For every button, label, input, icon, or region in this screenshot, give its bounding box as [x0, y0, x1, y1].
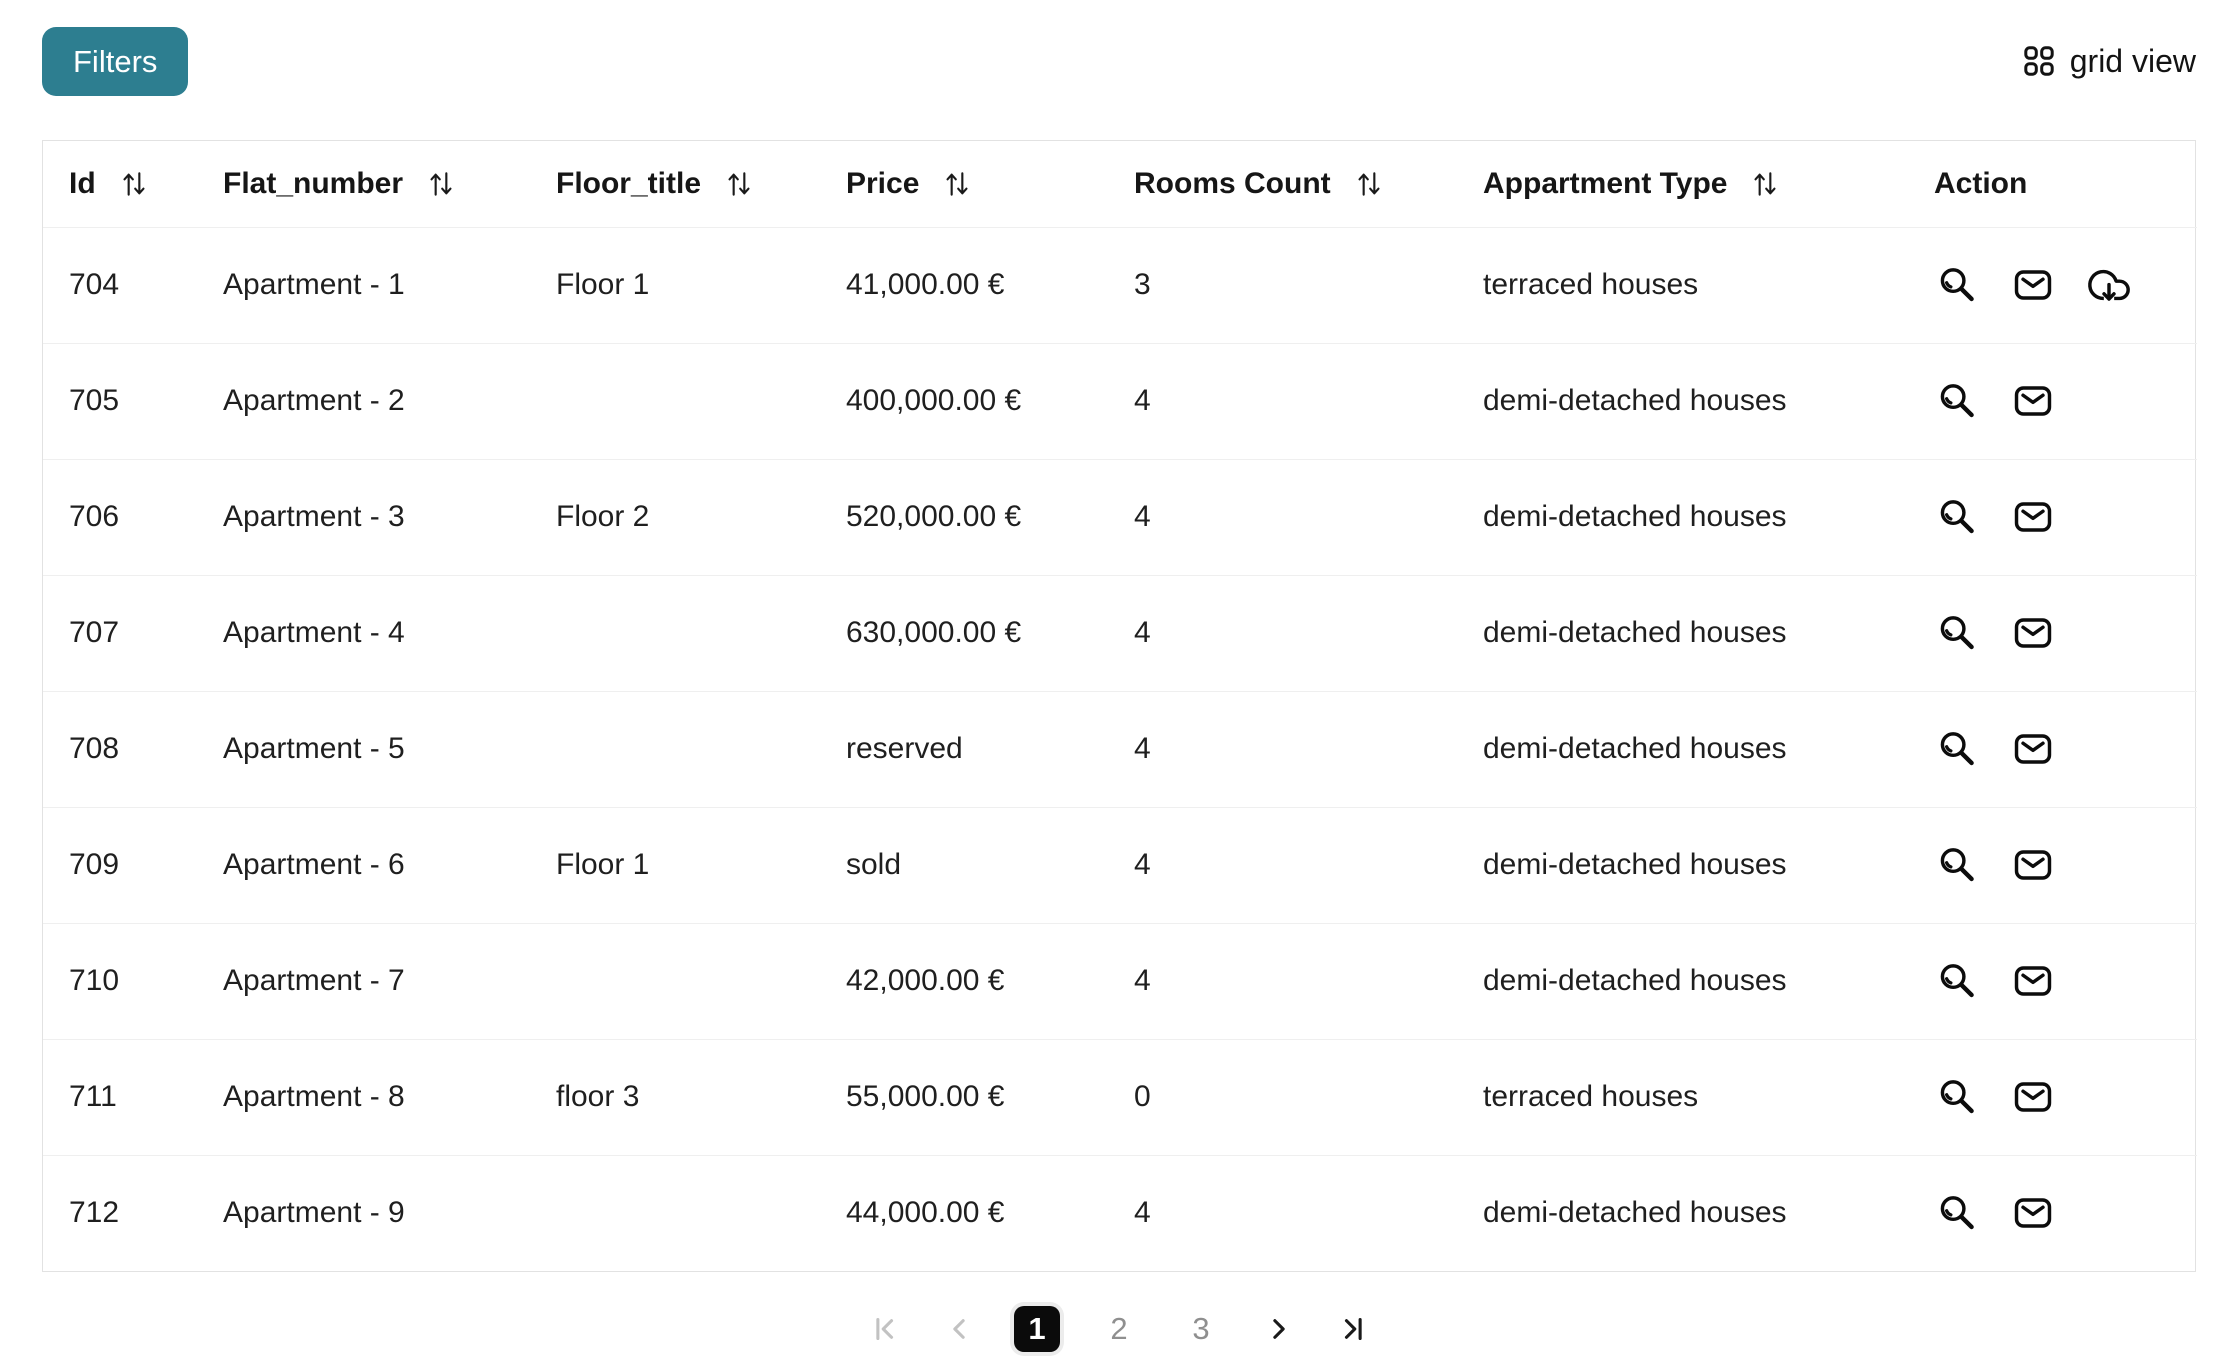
- cell-id: 712: [43, 1155, 223, 1271]
- column-label: Rooms Count: [1134, 166, 1331, 200]
- table-row: [43, 343, 2197, 459]
- table-row: [43, 691, 2197, 807]
- cell-actions: [1934, 459, 2197, 575]
- table-row: [43, 459, 2197, 575]
- mail-icon[interactable]: [2010, 726, 2056, 772]
- mail-icon[interactable]: [2010, 610, 2056, 656]
- cell-rooms_count: 4: [1134, 691, 1483, 807]
- cell-apartment_type: demi-detached houses: [1483, 923, 1934, 1039]
- column-label: Flat_number: [223, 166, 404, 200]
- cell-id: 709: [43, 807, 223, 923]
- cell-floor_title: [556, 691, 846, 807]
- grid-view-label: grid view: [2069, 42, 2196, 79]
- cell-actions: [1934, 1155, 2197, 1271]
- sort-icon[interactable]: [425, 168, 457, 200]
- column-header-actions: [1934, 141, 2197, 227]
- cell-floor_title: Floor 2: [556, 459, 846, 575]
- cell-rooms_count: 4: [1134, 923, 1483, 1039]
- cell-actions: [1934, 807, 2197, 923]
- cell-rooms_count: 4: [1134, 807, 1483, 923]
- cell-apartment_type: demi-detached houses: [1483, 343, 1934, 459]
- sort-icon[interactable]: [1749, 168, 1781, 200]
- cell-price: reserved: [846, 691, 1134, 807]
- mail-icon[interactable]: [2010, 842, 2056, 888]
- mail-icon[interactable]: [2010, 1074, 2056, 1120]
- cell-floor_title: Floor 1: [556, 807, 846, 923]
- column-header-rooms_count[interactable]: [1134, 141, 1483, 227]
- apartments-table: [42, 140, 2196, 1272]
- cell-apartment_type: demi-detached houses: [1483, 1155, 1934, 1271]
- column-label: Action: [1934, 166, 2028, 200]
- cell-rooms_count: 4: [1134, 459, 1483, 575]
- cell-apartment_type: demi-detached houses: [1483, 807, 1934, 923]
- search-icon[interactable]: [1934, 494, 1980, 540]
- column-label: Floor_title: [556, 166, 702, 200]
- search-icon[interactable]: [1934, 610, 1980, 656]
- prev-page-button: [940, 1310, 978, 1348]
- cell-flat_number: Apartment - 6: [223, 807, 556, 923]
- cell-id: 706: [43, 459, 223, 575]
- cell-apartment_type: demi-detached houses: [1483, 575, 1934, 691]
- cell-rooms_count: 0: [1134, 1039, 1483, 1155]
- mail-icon[interactable]: [2010, 494, 2056, 540]
- page-button-2[interactable]: 2: [1110, 1311, 1128, 1346]
- cell-rooms_count: 4: [1134, 343, 1483, 459]
- cell-floor_title: [556, 1155, 846, 1271]
- sort-icon[interactable]: [118, 168, 150, 200]
- column-header-floor_title[interactable]: [556, 141, 846, 227]
- table-row: [43, 1155, 2197, 1271]
- column-label: Appartment Type: [1483, 166, 1728, 200]
- pagination: [42, 1306, 2196, 1352]
- cell-floor_title: [556, 923, 846, 1039]
- cell-id: 707: [43, 575, 223, 691]
- cell-floor_title: floor 3: [556, 1039, 846, 1155]
- cell-flat_number: Apartment - 7: [223, 923, 556, 1039]
- cell-flat_number: Apartment - 1: [223, 227, 556, 343]
- cell-id: 711: [43, 1039, 223, 1155]
- cell-flat_number: Apartment - 2: [223, 343, 556, 459]
- cell-id: 705: [43, 343, 223, 459]
- cell-id: 708: [43, 691, 223, 807]
- search-icon[interactable]: [1934, 262, 1980, 308]
- cell-id: 710: [43, 923, 223, 1039]
- cell-price: 42,000.00 €: [846, 923, 1134, 1039]
- column-header-flat_number[interactable]: [223, 141, 556, 227]
- cell-floor_title: [556, 575, 846, 691]
- table-row: [43, 923, 2197, 1039]
- last-page-button[interactable]: [1334, 1310, 1372, 1348]
- cell-actions: [1934, 575, 2197, 691]
- search-icon[interactable]: [1934, 958, 1980, 1004]
- cell-actions: [1934, 227, 2197, 343]
- cell-price: sold: [846, 807, 1134, 923]
- column-label: Id: [69, 166, 96, 200]
- cell-actions: [1934, 923, 2197, 1039]
- cell-floor_title: Floor 1: [556, 227, 846, 343]
- cell-flat_number: Apartment - 5: [223, 691, 556, 807]
- column-header-apartment_type[interactable]: [1483, 141, 1934, 227]
- column-label: Price: [846, 166, 920, 200]
- table-row: [43, 227, 2197, 343]
- search-icon[interactable]: [1934, 1190, 1980, 1236]
- cell-flat_number: Apartment - 9: [223, 1155, 556, 1271]
- search-icon[interactable]: [1934, 1074, 1980, 1120]
- cell-apartment_type: terraced houses: [1483, 1039, 1934, 1155]
- mail-icon[interactable]: [2010, 958, 2056, 1004]
- sort-icon[interactable]: [941, 168, 973, 200]
- cell-flat_number: Apartment - 8: [223, 1039, 556, 1155]
- mail-icon[interactable]: [2010, 262, 2056, 308]
- cell-price: 55,000.00 €: [846, 1039, 1134, 1155]
- cell-actions: [1934, 691, 2197, 807]
- cell-floor_title: [556, 343, 846, 459]
- search-icon[interactable]: [1934, 842, 1980, 888]
- cell-apartment_type: terraced houses: [1483, 227, 1934, 343]
- grid-view-toggle[interactable]: [2021, 43, 2196, 80]
- cell-rooms_count: 4: [1134, 1155, 1483, 1271]
- grid-view-icon: [2021, 43, 2057, 79]
- cell-flat_number: Apartment - 3: [223, 459, 556, 575]
- cloud-download-icon[interactable]: [2086, 262, 2132, 308]
- filters-button[interactable]: Filters: [42, 27, 188, 96]
- cell-price: 41,000.00 €: [846, 227, 1134, 343]
- cell-rooms_count: 4: [1134, 575, 1483, 691]
- column-header-price[interactable]: [846, 141, 1134, 227]
- mail-icon[interactable]: [2010, 378, 2056, 424]
- table-row: [43, 807, 2197, 923]
- cell-id: 704: [43, 227, 223, 343]
- cell-actions: [1934, 343, 2197, 459]
- topbar: [0, 0, 2230, 104]
- cell-price: 400,000.00 €: [846, 343, 1134, 459]
- first-page-button: [866, 1310, 904, 1348]
- cell-actions: [1934, 1039, 2197, 1155]
- cell-apartment_type: demi-detached houses: [1483, 691, 1934, 807]
- sort-icon[interactable]: [1353, 168, 1385, 200]
- cell-price: 630,000.00 €: [846, 575, 1134, 691]
- cell-rooms_count: 3: [1134, 227, 1483, 343]
- cell-price: 44,000.00 €: [846, 1155, 1134, 1271]
- cell-price: 520,000.00 €: [846, 459, 1134, 575]
- cell-flat_number: Apartment - 4: [223, 575, 556, 691]
- mail-icon[interactable]: [2010, 1190, 2056, 1236]
- sort-icon[interactable]: [723, 168, 755, 200]
- column-header-id[interactable]: [43, 141, 223, 227]
- search-icon[interactable]: [1934, 726, 1980, 772]
- page-button-3[interactable]: 3: [1192, 1311, 1210, 1346]
- page-button-1[interactable]: 1: [1014, 1306, 1060, 1352]
- next-page-button[interactable]: [1260, 1310, 1298, 1348]
- search-icon[interactable]: [1934, 378, 1980, 424]
- table-row: [43, 1039, 2197, 1155]
- table-header: [43, 141, 2197, 227]
- table-row: [43, 575, 2197, 691]
- cell-apartment_type: demi-detached houses: [1483, 459, 1934, 575]
